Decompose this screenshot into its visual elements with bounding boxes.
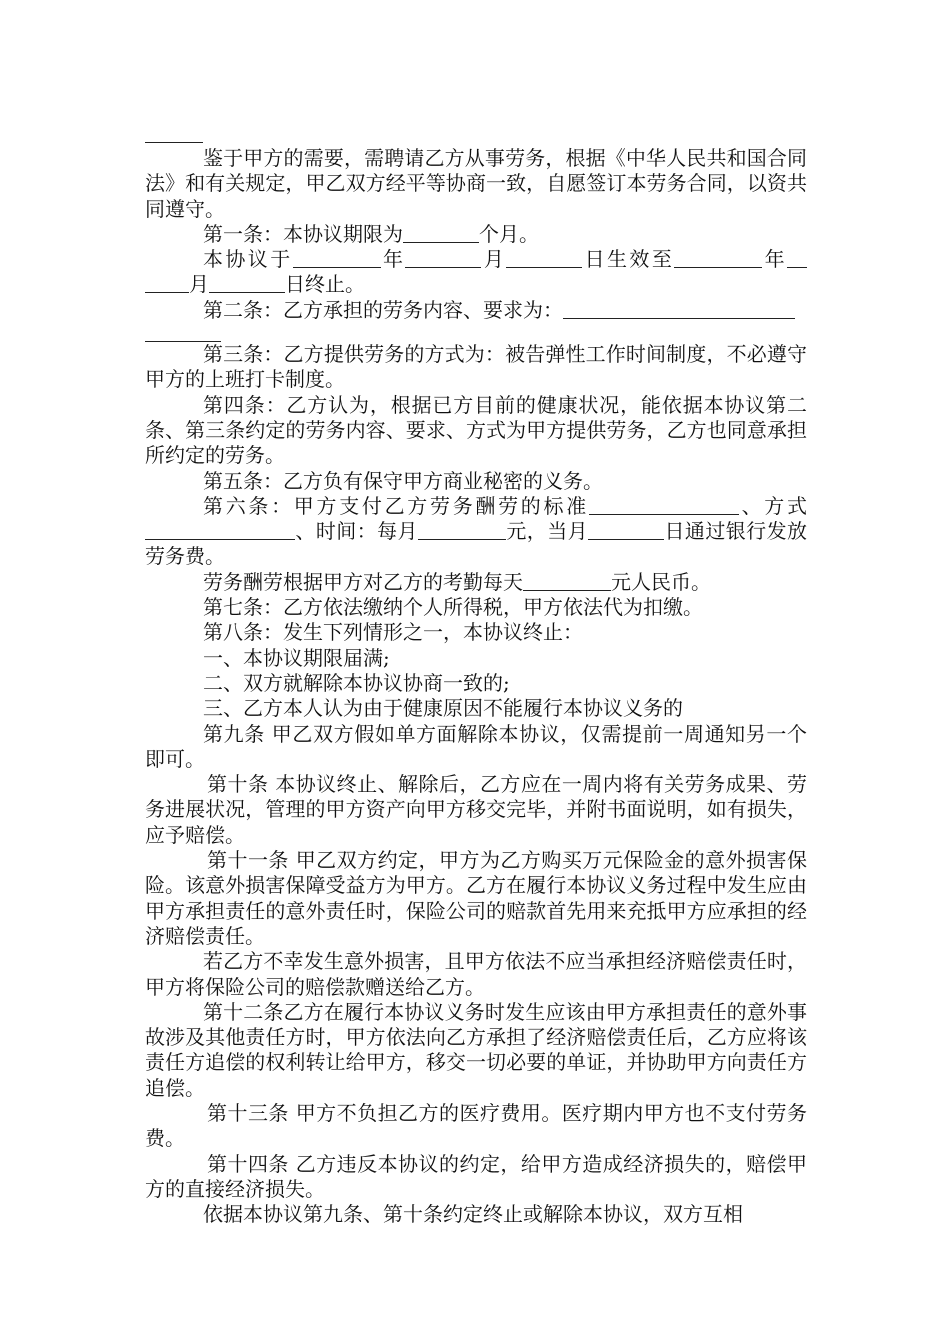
blank-pay-method[interactable] xyxy=(145,520,295,540)
article-2: 第二条：乙方承担的劳务内容、要求为： xyxy=(145,298,807,323)
article-3: 第三条：乙方提供劳务的方式为：被告弹性工作时间制度，不必遵守甲方的上班打卡制度。 xyxy=(145,342,807,392)
top-blank-line xyxy=(145,142,203,143)
blank-daily-amount[interactable] xyxy=(523,571,611,591)
article-13: 第十三条 甲方不负担乙方的医疗费用。医疗期内甲方也不支付劳务费。 xyxy=(145,1100,807,1151)
blank-start-day[interactable] xyxy=(506,248,582,268)
article-10: 第十条 本协议终止、解除后，乙方应在一周内将有关劳务成果、劳务进展状况，管理的甲方资产向甲方移交完毕，并附书面说明，如有损失，应予赔偿。 xyxy=(145,772,807,847)
final-paragraph: 依据本协议第九条、第十条约定终止或解除本协议，双方互相 xyxy=(203,1202,743,1227)
blank-end-month-part1[interactable] xyxy=(787,248,807,268)
article-5: 第五条：乙方负有保守甲方商业秘密的义务。 xyxy=(203,468,603,493)
blank-end-month[interactable] xyxy=(145,273,189,293)
article-7: 第七条：乙方依法缴纳个人所得税，甲方依法代为扣缴。 xyxy=(203,595,703,620)
article-6: 第六条：甲方支付乙方劳务酬劳的标准 、方式、时间：每月 元，当月 日通过银行发放劳务费。 xyxy=(145,493,808,569)
article-8: 第八条：发生下列情形之一，本协议终止： xyxy=(203,620,583,645)
blank-pay-amount[interactable] xyxy=(418,520,506,540)
contract-body xyxy=(145,146,807,1227)
blank-start-month[interactable] xyxy=(405,248,481,268)
preamble-paragraph: 鉴于甲方的需要，需聘请乙方从事劳务，根据《中华人民共和国合同法》和有关规定，甲乙双方经平等协商一致，自愿签订本劳务合同，以资共同遵守。 xyxy=(145,146,807,221)
blank-pay-day[interactable] xyxy=(588,520,664,540)
blank-term-months[interactable] xyxy=(403,223,479,243)
termination-item-1: 一、本协议期限届满; xyxy=(203,645,390,670)
blank-service-content[interactable] xyxy=(563,299,795,319)
blank-end-year[interactable] xyxy=(674,248,762,268)
insurance-gift-paragraph: 若乙方不幸发生意外损害，且甲方依法不应当承担经济赔偿责任时，甲方将保险公司的赔偿款赠送给乙方。 xyxy=(145,949,807,999)
article-12: 第十二条乙方在履行本协议义务时发生应该由甲方承担责任的意外事故涉及其他责任方时，甲方依法向乙方承担了经济赔偿责任后，乙方应将该责任方追偿的权利转让给甲方，移交一切必要的单证，并协助甲方向责任方追偿。 xyxy=(145,999,807,1100)
blank-end-day[interactable] xyxy=(209,273,285,293)
blank-pay-standard[interactable] xyxy=(589,495,739,515)
blank-service-content-cont[interactable] xyxy=(145,323,221,342)
article-11: 第十一条 甲乙双方约定，甲方为乙方购买万元保险金的意外损害保险。该意外损害保障受益方为甲方。乙方在履行本协议义务过程中发生应由甲方承担责任的意外责任时，保险公司的赔款首先用来充抵甲方应承担的经济赔偿责任。 xyxy=(145,848,807,948)
article-4: 第四条：乙方认为，根据已方目前的健康状况，能依据本协议第二条、第三条约定的劳务内容、要求、方式为甲方提供劳务，乙方也同意承担所约定的劳务。 xyxy=(145,392,807,468)
article-9: 第九条 甲乙双方假如单方面解除本协议，仅需提前一周通知另一个即可。 xyxy=(145,721,807,771)
blank-start-year[interactable] xyxy=(293,248,381,268)
article-1: 第一条：本协议期限为 个月。 xyxy=(203,221,539,246)
termination-item-3: 三、乙方本人认为由于健康原因不能履行本协议义务的 xyxy=(203,696,683,721)
article-14: 第十四条 乙方违反本协议的约定，给甲方造成经济损失的，赔偿甲方的直接经济损失。 xyxy=(145,1151,807,1201)
termination-item-2: 二、双方就解除本协议协商一致的; xyxy=(203,670,510,695)
term-dates: 本协议于 年 月 日生效至 年月 日终止。 xyxy=(145,247,807,298)
daily-pay-paragraph: 劳务酬劳根据甲方对乙方的考勤每天 元人民币。 xyxy=(203,569,711,594)
